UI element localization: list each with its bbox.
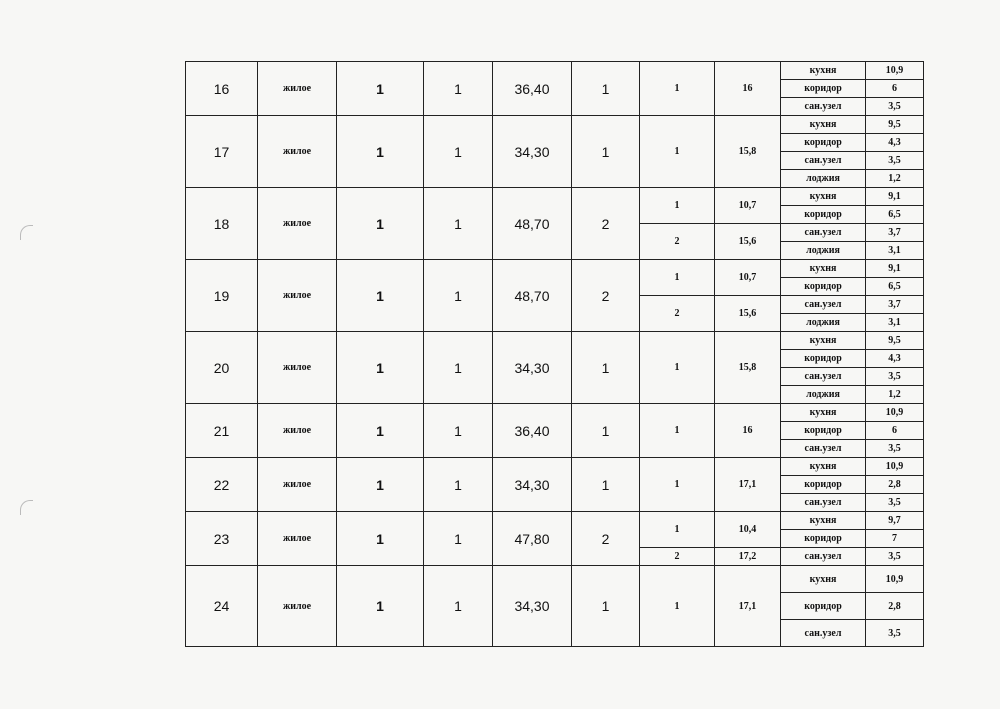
rooms-count: 1 [572,116,640,188]
aux-room-name: кухня [781,566,866,593]
section-cell: 1 [424,260,493,332]
aux-room-area: 9,5 [866,116,924,134]
section-cell: 1 [424,62,493,116]
aux-room-name: коридор [781,80,866,98]
table-row [186,404,924,422]
room-area: 16 [715,404,781,458]
aux-room-name: сан.узел [781,548,866,566]
total-area: 36,40 [493,404,572,458]
aux-room-area: 7 [866,530,924,548]
room-number: 2 [640,548,715,566]
premises-type: жилое [258,512,337,566]
premises-type: жилое [258,116,337,188]
aux-room-name: лоджия [781,170,866,188]
floor-cell: 1 [337,116,424,188]
premises-type: жилое [258,332,337,404]
aux-room-area: 9,5 [866,332,924,350]
floor-cell: 1 [337,404,424,458]
table-row [186,62,924,80]
punch-hole-mark [20,225,33,240]
aux-room-name: кухня [781,116,866,134]
aux-room-area: 6,5 [866,206,924,224]
total-area: 48,70 [493,260,572,332]
room-area: 15,6 [715,296,781,332]
apartment-number: 18 [186,188,258,260]
room-area: 15,6 [715,224,781,260]
apartment-number: 20 [186,332,258,404]
premises-type: жилое [258,188,337,260]
aux-room-name: сан.узел [781,368,866,386]
apartment-number: 16 [186,62,258,116]
section-cell: 1 [424,332,493,404]
aux-room-area: 6,5 [866,278,924,296]
aux-room-area: 1,2 [866,170,924,188]
table-row [186,260,924,278]
rooms-count: 2 [572,512,640,566]
aux-room-area: 6 [866,422,924,440]
aux-room-area: 9,1 [866,188,924,206]
aux-room-name: кухня [781,62,866,80]
aux-room-area: 6 [866,80,924,98]
aux-room-name: сан.узел [781,98,866,116]
floor-cell: 1 [337,260,424,332]
aux-room-name: кухня [781,260,866,278]
table-row [186,458,924,476]
aux-room-area: 1,2 [866,386,924,404]
aux-room-name: кухня [781,404,866,422]
aux-room-area: 9,7 [866,512,924,530]
aux-room-area: 10,9 [866,458,924,476]
room-number: 1 [640,512,715,548]
aux-room-name: сан.узел [781,296,866,314]
total-area: 34,30 [493,116,572,188]
aux-room-name: лоджия [781,242,866,260]
aux-room-name: коридор [781,278,866,296]
aux-room-name: сан.узел [781,224,866,242]
section-cell: 1 [424,188,493,260]
room-number: 2 [640,296,715,332]
premises-type: жилое [258,260,337,332]
room-number: 1 [640,260,715,296]
section-cell: 1 [424,566,493,647]
rooms-count: 1 [572,62,640,116]
aux-room-area: 3,5 [866,98,924,116]
aux-room-name: коридор [781,422,866,440]
table-row [186,332,924,350]
premises-type: жилое [258,458,337,512]
table-row [186,116,924,134]
room-number: 2 [640,224,715,260]
aux-room-name: коридор [781,206,866,224]
room-area: 10,4 [715,512,781,548]
rooms-count: 1 [572,332,640,404]
aux-room-area: 4,3 [866,350,924,368]
aux-room-name: кухня [781,332,866,350]
room-number: 1 [640,566,715,647]
aux-room-name: сан.узел [781,440,866,458]
floor-cell: 1 [337,188,424,260]
section-cell: 1 [424,512,493,566]
room-number: 1 [640,62,715,116]
aux-room-name: кухня [781,512,866,530]
room-number: 1 [640,332,715,404]
aux-room-name: коридор [781,593,866,620]
floor-cell: 1 [337,512,424,566]
room-area: 15,8 [715,332,781,404]
room-number: 1 [640,116,715,188]
aux-room-name: коридор [781,350,866,368]
premises-type: жилое [258,62,337,116]
table-row [186,566,924,593]
apartment-number: 22 [186,458,258,512]
room-number: 1 [640,404,715,458]
table-row [186,188,924,206]
total-area: 36,40 [493,62,572,116]
room-area: 17,2 [715,548,781,566]
aux-room-area: 9,1 [866,260,924,278]
section-cell: 1 [424,404,493,458]
aux-room-name: сан.узел [781,494,866,512]
rooms-count: 1 [572,404,640,458]
total-area: 48,70 [493,188,572,260]
aux-room-area: 2,8 [866,593,924,620]
room-area: 17,1 [715,566,781,647]
aux-room-area: 3,7 [866,296,924,314]
table-row [186,512,924,530]
premises-type: жилое [258,566,337,647]
rooms-count: 2 [572,260,640,332]
room-number: 1 [640,188,715,224]
rooms-count: 1 [572,566,640,647]
punch-hole-mark [20,500,33,515]
room-area: 15,8 [715,116,781,188]
rooms-count: 2 [572,188,640,260]
apartment-number: 19 [186,260,258,332]
apartment-number: 21 [186,404,258,458]
floor-cell: 1 [337,458,424,512]
aux-room-name: кухня [781,458,866,476]
aux-room-area: 10,9 [866,62,924,80]
aux-room-name: коридор [781,134,866,152]
aux-room-name: коридор [781,530,866,548]
apartment-number: 17 [186,116,258,188]
aux-room-area: 3,1 [866,242,924,260]
aux-room-area: 3,5 [866,368,924,386]
aux-room-area: 4,3 [866,134,924,152]
total-area: 34,30 [493,332,572,404]
aux-room-area: 3,1 [866,314,924,332]
total-area: 47,80 [493,512,572,566]
total-area: 34,30 [493,458,572,512]
room-number: 1 [640,458,715,512]
aux-room-area: 10,9 [866,404,924,422]
floor-cell: 1 [337,332,424,404]
aux-room-area: 3,5 [866,548,924,566]
floor-cell: 1 [337,62,424,116]
aux-room-area: 2,8 [866,476,924,494]
aux-room-name: коридор [781,476,866,494]
rooms-count: 1 [572,458,640,512]
room-area: 10,7 [715,188,781,224]
floor-cell: 1 [337,566,424,647]
aux-room-name: лоджия [781,386,866,404]
aux-room-area: 3,5 [866,152,924,170]
total-area: 34,30 [493,566,572,647]
aux-room-name: лоджия [781,314,866,332]
apartments-table [185,61,924,647]
apartment-number: 23 [186,512,258,566]
aux-room-area: 3,5 [866,620,924,647]
room-area: 17,1 [715,458,781,512]
aux-room-area: 10,9 [866,566,924,593]
room-area: 16 [715,62,781,116]
premises-type: жилое [258,404,337,458]
aux-room-area: 3,7 [866,224,924,242]
aux-room-name: кухня [781,188,866,206]
section-cell: 1 [424,458,493,512]
aux-room-area: 3,5 [866,494,924,512]
aux-room-area: 3,5 [866,440,924,458]
section-cell: 1 [424,116,493,188]
aux-room-name: сан.узел [781,152,866,170]
apartment-number: 24 [186,566,258,647]
room-area: 10,7 [715,260,781,296]
aux-room-name: сан.узел [781,620,866,647]
